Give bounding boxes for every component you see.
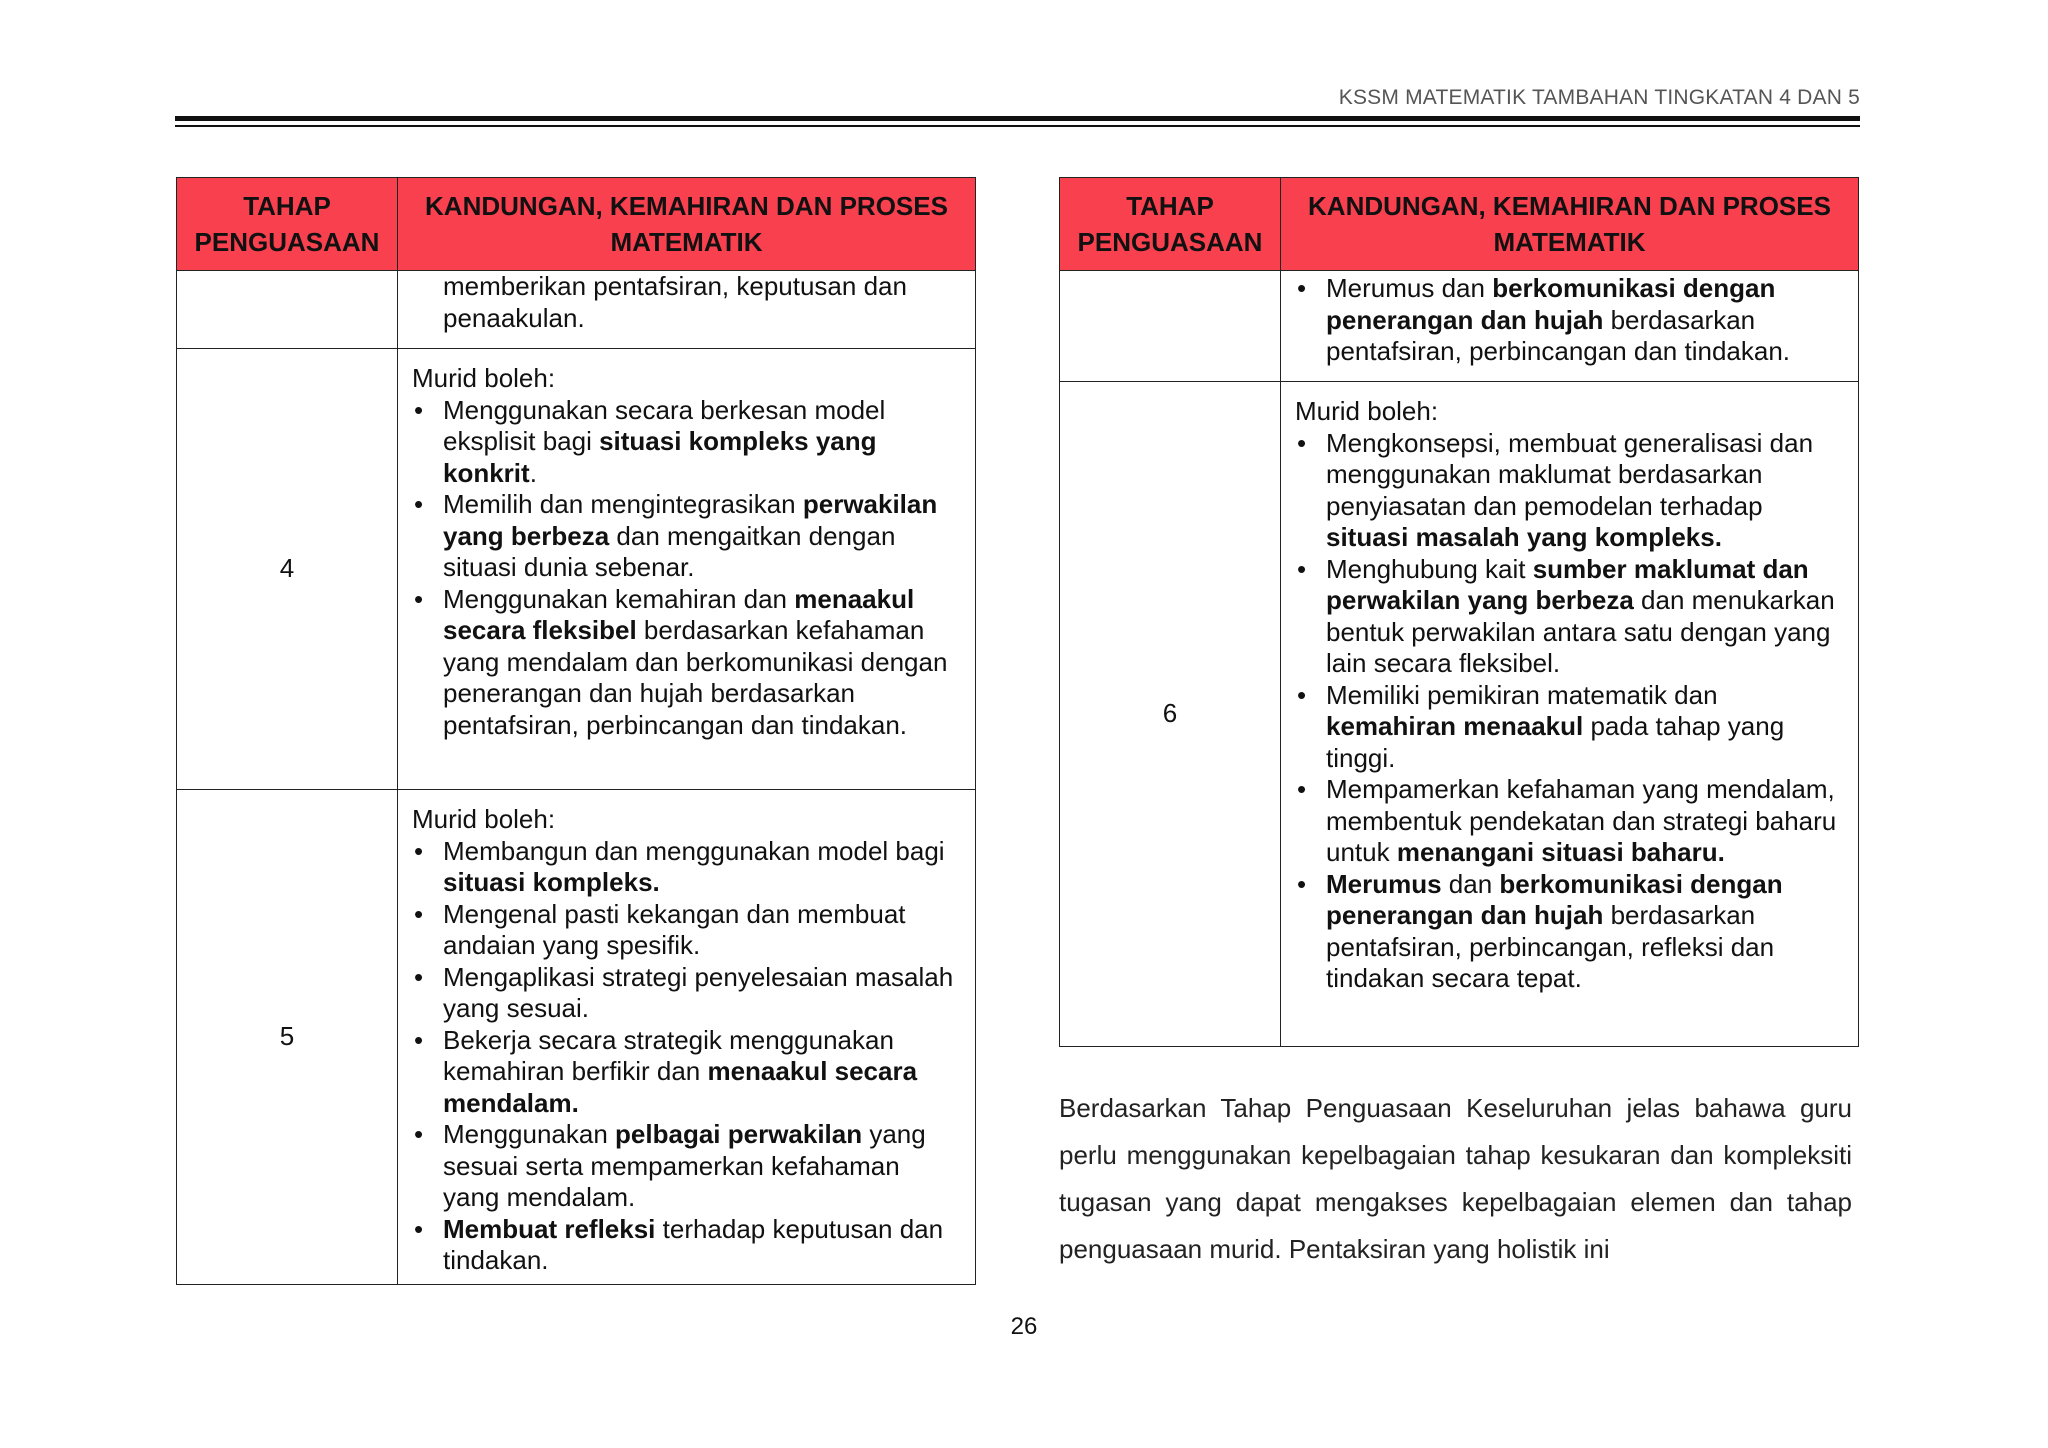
- list-item: [412, 1025, 961, 1120]
- emphasis-text: perwakilan yang berbeza: [443, 489, 938, 551]
- body-paragraph: Berdasarkan Tahap Penguasaan Keseluruhan jelas bahawa guru perlu menggunakan kepelbagaian tahap kesukaran dan kompleksiti tugasan yang dapat mengakses kepelbagaian elemen dan tahap penguasaan murid. Pentaksiran yang holistik ini: [1059, 1093, 1852, 1264]
- list-item: [1295, 554, 1844, 680]
- text-run: Mengkonsepsi, membuat generalisasi dan menggunakan maklumat berdasarkan penyiasatan dan pemodelan terhadap: [1326, 427, 1814, 521]
- list-item: [1295, 273, 1844, 368]
- table-header-row: [1060, 178, 1859, 271]
- emphasis-text: situasi kompleks yang konkrit: [443, 426, 877, 488]
- col-header-level: TAHAP PENGUASAAN: [177, 178, 398, 271]
- text-run: Menghubung kait: [1326, 553, 1533, 584]
- list-item: [412, 584, 961, 742]
- list-item: [1295, 869, 1844, 995]
- col-header-content: KANDUNGAN, KEMAHIRAN DAN PROSES MATEMATIK: [1281, 178, 1859, 271]
- text-run: dan: [1441, 868, 1500, 899]
- text-run: berdasarkan kefahaman yang mendalam dan berkomunikasi dengan penerangan dan hujah berdasarkan pentafsiran, perbincangan dan tindakan.: [443, 615, 948, 740]
- list-item: [412, 899, 961, 962]
- emphasis-text: Merumus: [1326, 868, 1442, 899]
- emphasis-text: situasi masalah yang kompleks.: [1326, 522, 1722, 552]
- content-cell: [398, 349, 976, 790]
- table-row: [177, 790, 976, 1285]
- level-cell: 4: [177, 349, 398, 790]
- content-cell: [398, 790, 976, 1285]
- running-header: KSSM MATEMATIK TAMBAHAN TINGKATAN 4 DAN 5: [1338, 86, 1860, 109]
- text-run: pada tahap yang tinggi.: [1326, 711, 1785, 773]
- emphasis-text: berkomunikasi dengan penerangan dan hujah: [1326, 273, 1776, 335]
- continued-text: memberikan pentafsiran, keputusan dan penaakulan.: [443, 271, 907, 333]
- list-item: [412, 962, 961, 1025]
- bullet-list: [412, 395, 961, 742]
- page-number: 26: [1010, 1313, 1038, 1340]
- text-run: yang sesuai serta mempamerkan kefahaman yang mendalam.: [443, 1119, 926, 1212]
- col-header-level: TAHAP PENGUASAAN: [1060, 178, 1281, 271]
- text-run: Mempamerkan kefahaman yang mendalam, membentuk pendekatan dan strategi baharu untuk: [1326, 774, 1837, 867]
- text-run: Memiliki pemikiran matematik dan: [1326, 679, 1718, 710]
- text-run: berdasarkan pentafsiran, perbincangan, refleksi dan tindakan secara tepat.: [1326, 900, 1775, 993]
- text-run: Menggunakan kemahiran dan: [443, 583, 795, 614]
- text-run: Mengenal pasti kekangan dan membuat andaian yang spesifik.: [443, 898, 906, 960]
- mastery-table-right: [1059, 177, 1859, 1047]
- col-header-content: KANDUNGAN, KEMAHIRAN DAN PROSES MATEMATIK: [398, 178, 976, 271]
- text-run: Menggunakan: [443, 1119, 616, 1149]
- emphasis-text: sumber maklumat dan perwakilan yang berbeza: [1326, 553, 1809, 615]
- level-cell-empty: [177, 271, 398, 349]
- table-row: [1060, 271, 1859, 382]
- text-run: berdasarkan pentafsiran, perbincangan dan tindakan.: [1326, 304, 1791, 366]
- emphasis-text: Membuat refleksi: [443, 1213, 656, 1244]
- content-cell: [1281, 382, 1859, 1047]
- emphasis-text: menangani situasi baharu.: [1396, 837, 1725, 867]
- emphasis-text: kemahiran menaakul: [1326, 711, 1584, 741]
- list-item: [412, 1214, 961, 1277]
- table-row: [177, 271, 976, 349]
- list-item: [412, 836, 961, 899]
- content-cell: [398, 271, 976, 349]
- header-rule-thick: [175, 116, 1860, 121]
- emphasis-text: menaakul secara fleksibel: [443, 583, 915, 645]
- bullet-list: [1295, 273, 1844, 368]
- level-cell: 5: [177, 790, 398, 1285]
- emphasis-text: berkomunikasi dengan penerangan dan hujah: [1326, 868, 1783, 930]
- text-run: dan mengaitkan dengan situasi dunia sebenar.: [443, 520, 896, 582]
- text-run: .: [529, 457, 537, 488]
- intro-text: Murid boleh:: [412, 363, 556, 393]
- mastery-table-left: [176, 177, 976, 1285]
- list-item: [1295, 680, 1844, 775]
- level-cell-empty: [1060, 271, 1281, 382]
- table-row: [1060, 382, 1859, 1047]
- level-cell: 6: [1060, 382, 1281, 1047]
- text-run: Memilih dan mengintegrasikan: [443, 489, 803, 519]
- intro-text: Murid boleh:: [1295, 396, 1439, 426]
- text-run: Membangun dan menggunakan model bagi: [443, 835, 945, 866]
- list-item: [412, 489, 961, 584]
- text-run: Mengaplikasi strategi penyelesaian masalah yang sesuai.: [443, 961, 954, 1023]
- emphasis-text: menaakul secara mendalam.: [443, 1056, 918, 1118]
- list-item: [412, 1119, 961, 1214]
- text-run: Menggunakan secara berkesan model eksplisit bagi: [443, 394, 886, 456]
- table-row: [177, 349, 976, 790]
- emphasis-text: pelbagai perwakilan: [615, 1119, 863, 1149]
- text-run: terhadap keputusan dan tindakan.: [443, 1213, 944, 1275]
- header-rule-thin: [175, 125, 1860, 127]
- bullet-list: [1295, 428, 1844, 995]
- list-item: [412, 395, 961, 490]
- emphasis-text: situasi kompleks.: [443, 867, 660, 897]
- table-header-row: [177, 178, 976, 271]
- text-run: Bekerja secara strategik menggunakan kemahiran berfikir dan: [443, 1024, 894, 1086]
- intro-text: Murid boleh:: [412, 804, 556, 834]
- content-cell: [1281, 271, 1859, 382]
- text-run: Merumus dan: [1326, 273, 1493, 303]
- list-item: [1295, 774, 1844, 869]
- bullet-list: [412, 836, 961, 1277]
- text-run: dan menukarkan bentuk perwakilan antara satu dengan yang lain secara fleksibel.: [1326, 585, 1835, 678]
- list-item: [1295, 428, 1844, 554]
